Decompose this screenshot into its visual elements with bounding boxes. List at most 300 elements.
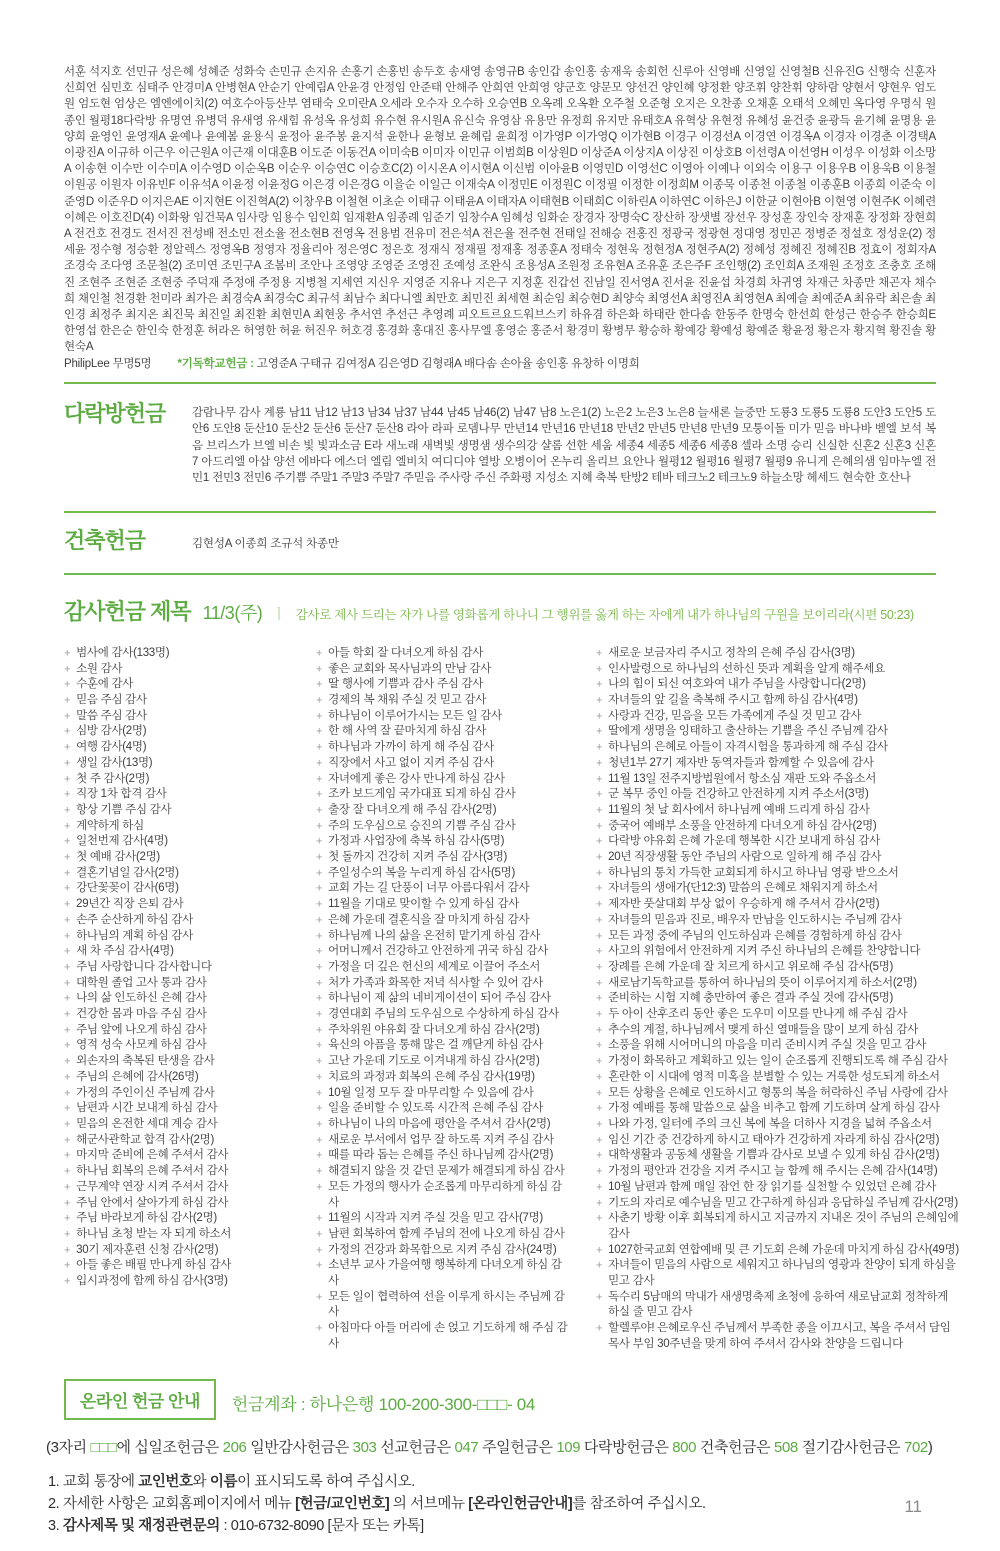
thanksgiving-item-text: 임신 기간 중 건강하게 하시고 태아가 건강하게 자라게 하심 감사(2명) bbox=[608, 1133, 940, 1146]
plus-bullet-icon: + bbox=[316, 1181, 323, 1194]
thanksgiving-item-text: 주의 도우심으로 승진의 기쁨 주심 감사 bbox=[328, 819, 516, 832]
plus-bullet-icon: + bbox=[64, 835, 71, 848]
thanksgiving-item bbox=[316, 897, 572, 913]
thanksgiving-item bbox=[316, 1070, 572, 1086]
plus-bullet-icon: + bbox=[596, 961, 603, 974]
thanksgiving-item bbox=[316, 850, 572, 866]
thanksgiving-item bbox=[596, 1023, 960, 1039]
code-segment: 선교헌금은 bbox=[376, 1438, 455, 1456]
roster-line: 이준숙 이준영D 이준우D 이지은AE 이지현E 이진혁A(2) 이창우B 이철현 이초순 이태규 이태윤A 이태자A 이태현B 이태희C 이하린A 이하연C 이하은J 이한균 이현아B 이현영 이현주K 이혜련 이혜은 이호진D(4) bbox=[64, 179, 936, 224]
thanksgiving-item-text: 하나님 회복의 은혜 주셔서 감사 bbox=[76, 1165, 229, 1178]
plus-bullet-icon: + bbox=[316, 961, 323, 974]
plus-bullet-icon: + bbox=[316, 882, 323, 895]
thanksgiving-item bbox=[596, 677, 960, 693]
thanksgiving-item-text: 가정의 평안과 건강을 지켜 주시고 늘 함께 해 주시는 은혜 감사(14명) bbox=[608, 1165, 938, 1178]
thanksgiving-item bbox=[64, 1023, 292, 1039]
thanksgiving-item-text: 할렐루야! 은혜로우신 주님께서 부족한 종을 이끄시고, 복을 주셔서 담임목사 부임 30주년을 맞게 하여 주셔서 감사와 찬양을 드립니다 bbox=[608, 1322, 951, 1350]
thanksgiving-item-text: 대학원 졸업 고사 통과 감사 bbox=[76, 976, 207, 989]
plus-bullet-icon: + bbox=[316, 1071, 323, 1084]
thanksgiving-item bbox=[596, 646, 960, 662]
construction-offering-title: 건축헌금 bbox=[64, 527, 146, 553]
thanksgiving-item-text: 11월을 기대로 맞이할 수 있게 하심 감사 bbox=[328, 898, 519, 911]
plus-bullet-icon: + bbox=[64, 945, 71, 958]
plus-bullet-icon: + bbox=[596, 710, 603, 723]
plus-bullet-icon: + bbox=[596, 788, 603, 801]
note-segment: [헌금/교인번호] bbox=[295, 1495, 390, 1512]
thanksgiving-item-text: 아들 좋은 배필 만나게 하심 감사 bbox=[76, 1259, 232, 1272]
thanksgiving-item bbox=[316, 1211, 572, 1227]
thanksgiving-item bbox=[596, 724, 960, 740]
thanksgiving-item bbox=[316, 1148, 572, 1164]
roster-line: 전소율 전소현B 전영옥 전용범 전유미 전은석A 전은율 전주현 전태일 전해승 전홍진 정광국 정광현 정대영 정민곤 정병준 정설호 정성운(2) 정세윤 정수형 정승환 정알렉스 정영옥B 정영자 정율리아 정은영C bbox=[64, 228, 936, 257]
plus-bullet-icon: + bbox=[64, 961, 71, 974]
plus-bullet-icon: + bbox=[316, 741, 323, 754]
plus-bullet-icon: + bbox=[64, 977, 71, 990]
thanksgiving-item-text: 항상 기쁨 주심 감사 bbox=[76, 803, 172, 816]
thanksgiving-item bbox=[64, 677, 292, 693]
plus-bullet-icon: + bbox=[64, 1181, 71, 1194]
plus-bullet-icon: + bbox=[316, 663, 323, 676]
code-segment: 다락방헌금은 bbox=[580, 1438, 673, 1456]
thanksgiving-item bbox=[596, 866, 960, 882]
code-segment: 508 bbox=[774, 1438, 798, 1456]
thanksgiving-item-text: 주님 바라보게 하심 감사(2명) bbox=[76, 1212, 217, 1225]
darakbang-line: 감람나무 감사 계룡 남11 남12 남13 남34 남37 남44 남45 남46(2) 남47 남8 노은1(2) 노은2 노은3 노은8 늘새론 늘중만 도룡3 도룡5 도룡8 도안3 도안5 도안6 도안8 둔산10 둔산2 bbox=[192, 406, 936, 436]
thanksgiving-item-text: 1027한국교회 연합예배 및 큰 기도회 은혜 가운데 마치게 하심 감사(49명) bbox=[608, 1243, 959, 1256]
thanksgiving-item-text: 사고의 위험에서 안전하게 지켜 주신 하나님의 은혜를 찬양합니다 bbox=[608, 945, 921, 958]
thanksgiving-item bbox=[64, 1258, 292, 1274]
thanksgiving-item bbox=[316, 709, 572, 725]
darakbang-offering-title: 다락방헌금 bbox=[64, 400, 166, 426]
thanksgiving-item bbox=[316, 724, 572, 740]
thanksgiving-item bbox=[64, 740, 292, 756]
plus-bullet-icon: + bbox=[596, 1118, 603, 1131]
plus-bullet-icon: + bbox=[596, 835, 603, 848]
thanksgiving-item bbox=[596, 1070, 960, 1086]
note-segment: 1. 교회 통장에 bbox=[48, 1473, 139, 1490]
thanksgiving-item-text: 인사발령으로 하나님의 선하신 뜻과 계획을 알게 해주세요 bbox=[608, 662, 885, 675]
thanksgiving-item bbox=[316, 677, 572, 693]
plus-bullet-icon: + bbox=[596, 741, 603, 754]
thanksgiving-item bbox=[596, 1180, 960, 1196]
code-segment: 주일헌금은 bbox=[478, 1438, 557, 1456]
thanksgiving-item bbox=[316, 913, 572, 929]
thanksgiving-item-text: 주님 앞에 나오게 하심 감사 bbox=[76, 1023, 207, 1036]
header-separator: ㅣ bbox=[272, 605, 286, 622]
page-number: 11 bbox=[904, 1497, 922, 1516]
thanksgiving-item bbox=[64, 1211, 292, 1227]
plus-bullet-icon: + bbox=[596, 977, 603, 990]
thanksgiving-item bbox=[64, 976, 292, 992]
offering-names-roster bbox=[64, 64, 936, 356]
bulletin-page bbox=[0, 64, 1000, 1551]
plus-bullet-icon: + bbox=[596, 1165, 603, 1178]
thanksgiving-item-text: 모든 가정의 행사가 순조롭게 마무리하게 하심 감사 bbox=[328, 1180, 562, 1209]
thanksgiving-item-text: 육신의 아픔을 통해 많은 걸 깨닫게 하심 감사 bbox=[328, 1039, 543, 1052]
thanksgiving-item-text: 수훈에 감사 bbox=[76, 678, 134, 691]
thanksgiving-item bbox=[316, 929, 572, 945]
plus-bullet-icon: + bbox=[64, 930, 71, 943]
plus-bullet-icon: + bbox=[596, 930, 603, 943]
plus-bullet-icon: + bbox=[316, 1149, 323, 1162]
thanksgiving-item-text: 자녀들의 믿음과 진로, 배우자 만남을 인도하시는 주님께 감사 bbox=[608, 913, 902, 926]
thanksgiving-item-text: 계약하게 하심 bbox=[76, 819, 144, 832]
plus-bullet-icon: + bbox=[596, 1244, 603, 1257]
thanksgiving-item-text: 조카 보드게임 국가대표 되게 하심 감사 bbox=[328, 788, 516, 801]
plus-bullet-icon: + bbox=[64, 1134, 71, 1147]
thanksgiving-item bbox=[64, 709, 292, 725]
plus-bullet-icon: + bbox=[596, 1322, 603, 1335]
thanksgiving-item-text: 가정의 건강과 화목함으로 지켜 주심 감사(24명) bbox=[328, 1243, 557, 1256]
thanksgiving-item-text: 새로남기독학교를 통하여 하나님의 뜻이 이루어지게 하소서(2명) bbox=[608, 976, 917, 989]
plus-bullet-icon: + bbox=[64, 867, 71, 880]
plus-bullet-icon: + bbox=[64, 1259, 71, 1272]
thanksgiving-item-text: 일천번제 감사(4명) bbox=[76, 835, 168, 848]
thanksgiving-item-text: 하나님의 통치 가득한 교회되게 하시고 하나님 영광 받으소서 bbox=[608, 866, 899, 879]
plus-bullet-icon: + bbox=[596, 1102, 603, 1115]
thanksgiving-item-text: 믿음 주심 감사 bbox=[76, 694, 147, 706]
plus-bullet-icon: + bbox=[596, 1039, 603, 1052]
thanksgiving-item-text: 독수리 5남매의 막내가 새생명축제 초청에 응하여 새로남교회 정착하게 하실 줄 믿고 감사 bbox=[608, 1290, 948, 1319]
thanksgiving-item-text: 직장에서 사고 없이 지켜 주심 감사 bbox=[328, 756, 494, 769]
thanksgiving-item-text: 가정을 더 깊은 헌신의 세계로 이끌어 주소서 bbox=[328, 960, 541, 973]
thanksgiving-item bbox=[316, 1133, 572, 1149]
plus-bullet-icon: + bbox=[316, 914, 323, 927]
thanksgiving-item bbox=[596, 960, 960, 976]
plus-bullet-icon: + bbox=[596, 1291, 603, 1304]
plus-bullet-icon: + bbox=[316, 1008, 323, 1021]
thanksgiving-item bbox=[64, 1086, 292, 1102]
plus-bullet-icon: + bbox=[64, 725, 71, 738]
construction-offering-section bbox=[0, 513, 1000, 563]
thanksgiving-column-2 bbox=[316, 646, 572, 1353]
note-line-3 bbox=[48, 1515, 936, 1537]
plus-bullet-icon: + bbox=[64, 1149, 71, 1162]
plus-bullet-icon: + bbox=[64, 1055, 71, 1068]
plus-bullet-icon: + bbox=[316, 930, 323, 943]
thanksgiving-item bbox=[596, 850, 960, 866]
note-segment: 3. bbox=[48, 1517, 63, 1534]
plus-bullet-icon: + bbox=[316, 945, 323, 958]
thanksgiving-item-text: 하나님의 은혜로 아들이 자격시험을 통과하게 해 주심 감사 bbox=[608, 741, 888, 754]
plus-bullet-icon: + bbox=[64, 804, 71, 817]
thanksgiving-item bbox=[596, 1243, 960, 1259]
plus-bullet-icon: + bbox=[316, 1228, 323, 1241]
thanksgiving-item bbox=[316, 1007, 572, 1023]
thanksgiving-item bbox=[316, 991, 572, 1007]
thanksgiving-item bbox=[596, 913, 960, 929]
thanksgiving-item bbox=[64, 834, 292, 850]
note-segment: 의 서브메뉴 bbox=[389, 1495, 469, 1512]
plus-bullet-icon: + bbox=[316, 898, 323, 911]
thanksgiving-item bbox=[64, 646, 292, 662]
thanksgiving-item-text: 생일 감사(13명) bbox=[76, 756, 153, 769]
thanksgiving-item-text: 기도의 자리로 예수님을 믿고 간구하게 하심과 응답하실 주님께 감사(2명) bbox=[608, 1196, 958, 1209]
note-line-2 bbox=[48, 1493, 936, 1515]
thanksgiving-item-text: 경제의 복 채워 주실 것 믿고 감사 bbox=[328, 694, 487, 706]
thanksgiving-item bbox=[316, 834, 572, 850]
thanksgiving-item-text: 치료의 과정과 회복의 은혜 주심 감사(19명) bbox=[328, 1070, 535, 1083]
code-segment: 303 bbox=[352, 1438, 377, 1456]
thanksgiving-item bbox=[596, 1321, 960, 1352]
thanksgiving-item bbox=[596, 803, 960, 819]
thanksgiving-item bbox=[64, 913, 292, 929]
code-segment: (3자리 bbox=[46, 1438, 91, 1456]
note-segment: 이 표시되도록 하여 주십시오. bbox=[237, 1473, 415, 1490]
plus-bullet-icon: + bbox=[316, 710, 323, 723]
plus-bullet-icon: + bbox=[316, 1102, 323, 1115]
thanksgiving-item bbox=[596, 1054, 960, 1070]
construction-offering-names: 김현성A 이종희 조규석 차종만 bbox=[192, 537, 339, 550]
thanksgiving-item bbox=[596, 693, 960, 709]
thanksgiving-item bbox=[64, 787, 292, 803]
thanksgiving-item-text: 모든 일이 협력하여 선을 이루게 하시는 주님께 감사 bbox=[328, 1290, 565, 1319]
thanksgiving-item bbox=[64, 803, 292, 819]
thanksgiving-item bbox=[596, 787, 960, 803]
thanksgiving-item-text: 가정의 주인이신 주님께 감사 bbox=[76, 1086, 215, 1099]
plus-bullet-icon: + bbox=[596, 663, 603, 676]
plus-bullet-icon: + bbox=[316, 1024, 323, 1037]
plus-bullet-icon: + bbox=[596, 1024, 603, 1037]
plus-bullet-icon: + bbox=[596, 804, 603, 817]
thanksgiving-item-text: 은혜 가운데 결혼식을 잘 마치게 하심 감사 bbox=[328, 913, 530, 926]
thanksgiving-item-text: 11월의 시작과 지켜 주실 것을 믿고 감사(7명) bbox=[328, 1212, 543, 1225]
thanksgiving-item bbox=[596, 976, 960, 992]
plus-bullet-icon: + bbox=[596, 1149, 603, 1162]
thanksgiving-item bbox=[316, 944, 572, 960]
darakbang-offering-names bbox=[192, 402, 936, 487]
thanksgiving-item-text: 강단꽃꽂이 감사(6명) bbox=[76, 882, 179, 895]
plus-bullet-icon: + bbox=[64, 1071, 71, 1084]
plus-bullet-icon: + bbox=[596, 992, 603, 1005]
plus-bullet-icon: + bbox=[316, 1039, 323, 1052]
thanksgiving-item-text: 하나님과 가까이 하게 해 주심 감사 bbox=[328, 741, 494, 754]
darakbang-line: 오병이어 온누리 올리브 요안나 월평12 월평16 월평7 월평9 유니게 은혜의샘 임마누엘 전민1 전민3 전민6 주기쁨 주말1 주말3 주말7 주믿음 주사랑 주신 주화평 지성소 지혜 축복 bbox=[192, 456, 936, 485]
plus-bullet-icon: + bbox=[596, 1008, 603, 1021]
plus-bullet-icon: + bbox=[64, 1244, 71, 1257]
roster-last-line bbox=[64, 356, 936, 372]
thanksgiving-item-text: 범사에 감사(133명) bbox=[76, 646, 170, 659]
thanksgiving-item bbox=[64, 1007, 292, 1023]
roster-line: 진서영A 진서윤 진윤섭 차경희 차귀영 차재근 차종만 채곤자 채수희 채인철 천경환 천미라 최가은 최경숙A 최경숙C 최규석 최남수 최다니엘 최만호 최민진 최세현 최순임 최승현D 최양숙 최영선A 최영진A bbox=[64, 276, 936, 305]
thanksgiving-item bbox=[316, 756, 572, 772]
thanksgiving-item-text: 여행 감사(4명) bbox=[76, 741, 147, 754]
code-segment: 일반감사헌금은 bbox=[246, 1438, 353, 1456]
thanksgiving-item bbox=[596, 834, 960, 850]
thanksgiving-item-text: 딸 행사에 기쁨과 감사 주심 감사 bbox=[328, 678, 484, 691]
plus-bullet-icon: + bbox=[64, 1212, 71, 1225]
thanksgiving-item-text: 첫 돌까지 건강히 지켜 주심 감사(3명) bbox=[328, 851, 508, 864]
plus-bullet-icon: + bbox=[64, 1008, 71, 1021]
thanksgiving-item bbox=[316, 740, 572, 756]
thanksgiving-item-text: 아들 학회 잘 다녀오게 하심 감사 bbox=[328, 646, 484, 659]
thanksgiving-item-text: 마지막 준비에 은혜 주셔서 감사 bbox=[76, 1149, 229, 1162]
note-segment: 2. 자세한 사항은 교회홈페이지에서 메뉴 bbox=[48, 1495, 296, 1512]
code-segment: ) bbox=[927, 1438, 933, 1456]
code-segment: 206 bbox=[222, 1438, 247, 1456]
thanksgiving-item bbox=[316, 772, 572, 788]
thanksgiving-item bbox=[316, 1101, 572, 1117]
thanksgiving-item bbox=[64, 662, 292, 678]
online-giving-box: 온라인 헌금 안내 bbox=[64, 1379, 216, 1420]
plus-bullet-icon: + bbox=[316, 647, 323, 660]
thanksgiving-item-text: 소년부 교사 가을여행 행복하게 다녀오게 하심 감사 bbox=[328, 1259, 562, 1288]
plus-bullet-icon: + bbox=[596, 773, 603, 786]
plus-bullet-icon: + bbox=[64, 647, 71, 660]
thanksgiving-item-text: 가정 예배를 통해 말씀으로 삶을 비추고 함께 기도하며 살게 하심 감사 bbox=[608, 1102, 940, 1115]
plus-bullet-icon: + bbox=[64, 1118, 71, 1131]
roster-line: 최영현A 최예슬 최예준A 최유락 최은솔 최인경 최정주 최지온 최진묵 최진일 최진환 최현민A 최현웅 추서연 추선근 추영례 피오트르요드워브스키 하유겸 하은화 하태란 한다솜 한동주 한명숙 한선희 한성근 bbox=[64, 292, 937, 322]
thanksgiving-item bbox=[64, 1101, 292, 1117]
thanksgiving-item bbox=[596, 929, 960, 945]
thanksgiving-item bbox=[64, 1133, 292, 1149]
plus-bullet-icon: + bbox=[316, 867, 323, 880]
roster-line: 이용구 이용우B 이용욱B 이용철 이원공 이원자 이유빈F 이유석A 이윤정 이윤정G 이은경 이은경G 이을순 이일근 이재숙A 이정민E 이정원C 이정필 이정한 이정희M 이종묵 이종천 이종철 이종훈B 이종희 bbox=[64, 163, 936, 192]
thanksgiving-item bbox=[64, 960, 292, 976]
plus-bullet-icon: + bbox=[596, 867, 603, 880]
darakbang-line: 새벽빛 생명샘 생수의강 샬롬 선한 세움 세종4 세종5 세종6 세종8 셀라 소명 승리 신실한 신혼2 신혼3 신혼7 아드리엘 아삽 양선 에바다 에스더 엘림 엘비치 여디디야 열방 bbox=[192, 439, 937, 469]
thanksgiving-item-text: 어머니께서 건강하고 안전하게 귀국 하심 감사 bbox=[328, 945, 548, 958]
plus-bullet-icon: + bbox=[316, 725, 323, 738]
thanksgiving-item-text: 추수의 계절, 하나님께서 맺게 하신 열매들을 많이 보게 하심 감사 bbox=[608, 1023, 919, 1036]
plus-bullet-icon: + bbox=[316, 1244, 323, 1257]
thanksgiving-item-text: 30기 제자훈련 신청 감사(2명) bbox=[76, 1243, 219, 1256]
thanksgiving-item-text: 일을 준비할 수 있도록 시간적 은혜 주심 감사 bbox=[328, 1102, 543, 1115]
plus-bullet-icon: + bbox=[316, 977, 323, 990]
thanksgiving-item bbox=[596, 772, 960, 788]
thanksgiving-item bbox=[64, 1148, 292, 1164]
thanksgiving-item-text: 모든 과정 중에 주님의 인도하심과 은혜를 경험하게 하심 감사 bbox=[608, 929, 902, 942]
plus-bullet-icon: + bbox=[64, 773, 71, 786]
thanksgiving-item-text: 주님 사랑합니다 감사합니다 bbox=[76, 960, 212, 973]
thanksgiving-item-text: 한 해 사역 잘 끝마치게 하심 감사 bbox=[328, 725, 487, 738]
thanksgiving-item bbox=[316, 1290, 572, 1321]
thanksgiving-item-text: 아침마다 아들 머리에 손 얹고 기도하게 해 주심 감사 bbox=[328, 1322, 568, 1350]
plus-bullet-icon: + bbox=[596, 694, 603, 707]
thanksgiving-item bbox=[64, 991, 292, 1007]
plus-bullet-icon: + bbox=[64, 914, 71, 927]
thanksgiving-item-text: 대학생활과 공동체 생활을 기쁨과 감사로 보낼 수 있게 하심 감사(2명) bbox=[608, 1149, 940, 1162]
thanksgiving-item-text: 29년간 직장 은퇴 감사 bbox=[76, 898, 184, 911]
thanksgiving-item bbox=[64, 1070, 292, 1086]
thanksgiving-item-text: 첫 주 감사(2명) bbox=[76, 772, 150, 785]
plus-bullet-icon: + bbox=[64, 741, 71, 754]
thanksgiving-item-text: 교회 가는 길 단풍이 너무 아름다워서 감사 bbox=[328, 882, 530, 895]
thanksgiving-item bbox=[316, 662, 572, 678]
thanksgiving-item-text: 새로운 보금자리 주시고 정착의 은혜 주심 감사(3명) bbox=[608, 646, 855, 659]
plus-bullet-icon: + bbox=[596, 678, 603, 691]
thanksgiving-item bbox=[596, 709, 960, 725]
roster-line: 안경미A 안병현A 안순기 안예림A 안윤경 안정임 안준태 안해주 안희연 안희영 양군호 양문모 양선건 양인혜 양정환 양조휘 양찬휘 양하람 양현서 양현우 엄도원 엄도현 엄상은 엠엔에이치(2) 여호수아등산부 bbox=[64, 82, 937, 111]
thanksgiving-item-text: 입시과정에 함께 하심 감사(3명) bbox=[76, 1275, 228, 1288]
thanksgiving-item-text: 나의 삶 인도하신 은혜 감사 bbox=[76, 992, 207, 1005]
thanksgiving-item-text: 손주 순산하게 하심 감사 bbox=[76, 913, 193, 926]
plus-bullet-icon: + bbox=[64, 1024, 71, 1037]
thanksgiving-item-text: 중국어 예배부 소풍을 안전하게 다녀오게 하심 감사(2명) bbox=[608, 819, 877, 832]
plus-bullet-icon: + bbox=[596, 1212, 603, 1225]
code-segment: 109 bbox=[556, 1438, 581, 1456]
thanksgiving-item-text: 출장 잘 다녀오게 해 주심 감사(2명) bbox=[328, 803, 497, 816]
thanksgiving-item bbox=[596, 1148, 960, 1164]
plus-bullet-icon: + bbox=[596, 898, 603, 911]
thanksgiving-item-text: 10월 남편과 함께 매일 잠언 한 장 읽기를 실천할 수 있었던 은혜 감사 bbox=[608, 1180, 937, 1193]
thanksgiving-item bbox=[316, 1164, 572, 1180]
plus-bullet-icon: + bbox=[316, 1259, 323, 1272]
thanksgiving-item bbox=[316, 803, 572, 819]
thanksgiving-item-text: 자녀들의 생애가(단12:3) 말씀의 은혜로 채워지게 하소서 bbox=[608, 882, 878, 895]
plus-bullet-icon: + bbox=[64, 1165, 71, 1178]
thanksgiving-item bbox=[64, 881, 292, 897]
thanksgiving-title: 감사헌금 제목 bbox=[64, 598, 191, 624]
thanksgiving-item-text: 다락방 야유회 은혜 가운데 행복한 시간 보내게 하심 감사 bbox=[608, 835, 880, 848]
roster-line: 조용성A 조원정 조유현A 조유훈 조은주F 조인행(2) 조인희A 조재원 조정호 조충호 조해진 조현주 조현준 조현중 주덕재 주정애 주정용 지병철 지세연 지신우 지영준 지유나 지은구 지정훈 진갑선 진남일 bbox=[64, 260, 936, 289]
thanksgiving-item bbox=[596, 1086, 960, 1102]
christian-school-offering-label: *기독학교헌금 : bbox=[177, 357, 254, 370]
thanksgiving-item-text: 11월의 첫 날 회사에서 하나님께 예배 드리게 하심 감사 bbox=[608, 803, 870, 816]
thanksgiving-item bbox=[596, 1290, 960, 1321]
thanksgiving-item-text: 하나님이 이루어가시는 모든 일 감사 bbox=[328, 709, 502, 722]
thanksgiving-item bbox=[64, 866, 292, 882]
thanksgiving-item-text: 남편과 시간 보내게 하심 감사 bbox=[76, 1102, 218, 1115]
thanksgiving-item bbox=[596, 897, 960, 913]
thanksgiving-item-text: 사춘기 방황 이후 회복되게 하시고 지금까지 지내온 것이 주님의 은혜임에 감사 bbox=[608, 1212, 959, 1240]
thanksgiving-item-text: 직장 1차 합격 감사 bbox=[76, 788, 167, 801]
thanksgiving-item-text: 영적 성숙 사모케 하심 감사 bbox=[76, 1039, 207, 1052]
thanksgiving-item-text: 하나님이 제 삶의 네비게이션이 되어 주심 감사 bbox=[328, 992, 551, 1005]
thanksgiving-item-text: 모든 상황을 은혜로 인도하시고 형통의 복을 허락하신 주님 사랑에 감사 bbox=[608, 1086, 948, 1099]
plus-bullet-icon: + bbox=[64, 1087, 71, 1100]
thanksgiving-item-text: 새로운 부서에서 업무 잘 하도록 지켜 주심 감사 bbox=[328, 1133, 554, 1146]
thanksgiving-item-text: 때를 따라 돕는 은혜를 주신 하나님께 감사(2명) bbox=[328, 1149, 554, 1162]
thanksgiving-item bbox=[596, 1101, 960, 1117]
thanksgiving-item-text: 소원 감사 bbox=[76, 662, 123, 675]
thanksgiving-item-text: 좋은 교회와 목사님과의 만남 감사 bbox=[328, 662, 492, 675]
darakbang-offering-section bbox=[0, 384, 1000, 501]
plus-bullet-icon: + bbox=[64, 820, 71, 833]
giving-account-number: 헌금계좌 : 하나은행 100-200-300-□□□- 04 bbox=[231, 1394, 536, 1414]
thanksgiving-item bbox=[596, 1164, 960, 1180]
thanksgiving-item bbox=[64, 1196, 292, 1212]
thanksgiving-item-text: 청년1부 27기 제자반 동역자들과 함께할 수 있음에 감사 bbox=[608, 756, 874, 769]
thanksgiving-item bbox=[64, 1038, 292, 1054]
thanksgiving-item bbox=[64, 1243, 292, 1259]
thanksgiving-item-text: 해군사관학교 합격 감사(2명) bbox=[76, 1133, 214, 1146]
plus-bullet-icon: + bbox=[64, 1102, 71, 1115]
thanksgiving-item bbox=[64, 1164, 292, 1180]
plus-bullet-icon: + bbox=[316, 835, 323, 848]
thanksgiving-item bbox=[64, 1274, 292, 1290]
plus-bullet-icon: + bbox=[316, 678, 323, 691]
thanksgiving-item bbox=[596, 1258, 960, 1289]
plus-bullet-icon: + bbox=[64, 694, 71, 707]
thanksgiving-item-text: 하나님의 계획 하심 감사 bbox=[76, 929, 193, 942]
darakbang-line: 둔산6 둔산7 둔산8 라아 라파 로뎀나무 만년14 만년16 만년18 만년2 만년5 만년8 만년9 모퉁이돌 미가 믿음 바나바 벧엘 보석 복음 브리스가 브엘 비손 빛 빛과소금 E라 새노래 bbox=[192, 423, 936, 452]
plus-bullet-icon: + bbox=[316, 757, 323, 770]
plus-bullet-icon: + bbox=[64, 710, 71, 723]
plus-bullet-icon: + bbox=[596, 1259, 603, 1272]
code-segment: 702 bbox=[904, 1438, 928, 1456]
roster-line: 유시원A 유신숙 유영삼 유용만 유정희 유지만 유태호A 유혁상 유현정 유혜성 윤건중 윤광득 윤기혜 윤명용 윤양희 윤영인 윤영재A 윤예나 윤예봄 윤용식 윤정아 윤주봉 윤지석 윤한나 윤형보 윤혜림 윤희정 bbox=[64, 114, 936, 143]
thanksgiving-date: 11/3(주) bbox=[202, 602, 263, 623]
code-segment: 800 bbox=[672, 1438, 697, 1456]
thanksgiving-item bbox=[316, 1117, 572, 1133]
offering-code-line bbox=[0, 1420, 1000, 1457]
plus-bullet-icon: + bbox=[316, 1055, 323, 1068]
thanksgiving-item bbox=[596, 662, 960, 678]
plus-bullet-icon: + bbox=[64, 757, 71, 770]
thanksgiving-item-text: 사랑과 건강, 믿음을 모든 가족에게 주실 것 믿고 감사 bbox=[608, 709, 862, 722]
plus-bullet-icon: + bbox=[596, 1071, 603, 1084]
